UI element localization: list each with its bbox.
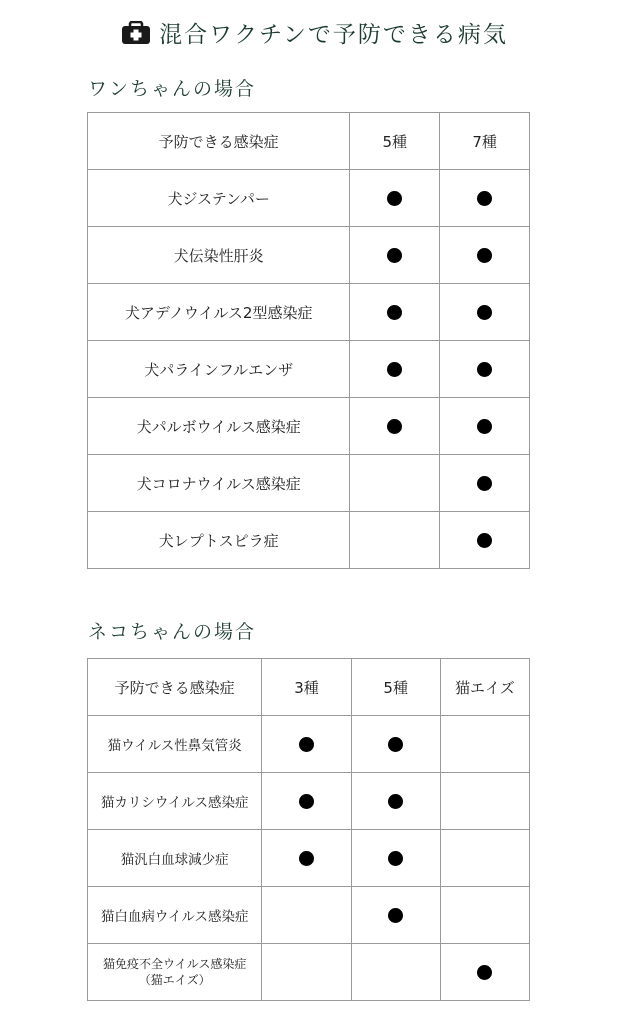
filled-dot-icon [388,737,403,752]
mark-cell [351,887,440,944]
mark-cell [351,773,440,830]
mark-cell [440,398,530,455]
mark-cell [262,716,351,773]
filled-dot-icon [477,362,492,377]
filled-dot-icon [477,305,492,320]
mark-cell [262,830,351,887]
disease-name: 猫白血病ウイルス感染症 [88,887,262,944]
mark-cell [350,398,440,455]
header-cell: 7種 [440,113,530,170]
mark-cell [440,341,530,398]
header-cell: 5種 [351,659,440,716]
filled-dot-icon [299,851,314,866]
dog-vaccine-table [87,112,530,569]
disease-name: 犬レプトスピラ症 [88,512,350,569]
mark-cell [440,773,529,830]
mark-cell [262,944,351,1001]
filled-dot-icon [477,419,492,434]
page-title [0,16,629,49]
mark-cell [262,887,351,944]
table-row [88,341,530,398]
mark-cell [350,170,440,227]
cat-section-heading: ネコちゃんの場合 [88,621,257,643]
header-cell: 3種 [262,659,351,716]
filled-dot-icon [477,533,492,548]
table-row [88,512,530,569]
filled-dot-icon [387,191,402,206]
mark-cell [440,170,530,227]
table-header-row [88,659,530,716]
mark-cell [262,773,351,830]
filled-dot-icon [477,965,492,980]
disease-name: 犬ジステンパー [88,170,350,227]
filled-dot-icon [299,737,314,752]
filled-dot-icon [387,419,402,434]
table-row [88,284,530,341]
table-header-row [88,113,530,170]
header-cell: 猫エイズ [440,659,529,716]
filled-dot-icon [477,248,492,263]
table-row [88,830,530,887]
filled-dot-icon [299,794,314,809]
mark-cell [350,284,440,341]
disease-name: 猫免疫不全ウイルス感染症 （猫エイズ） [88,944,262,1001]
table-row [88,773,530,830]
medical-kit-icon [121,21,151,45]
mark-cell [440,284,530,341]
header-cell: 5種 [350,113,440,170]
mark-cell [440,227,530,284]
mark-cell [350,455,440,512]
disease-name: 犬アデノウイルス2型感染症 [88,284,350,341]
mark-cell [440,455,530,512]
table-row [88,227,530,284]
mark-cell [440,944,529,1001]
filled-dot-icon [388,908,403,923]
page-title-text: 混合ワクチンで予防できる病気 [159,22,508,48]
mark-cell [350,341,440,398]
cat-vaccine-table [87,658,530,1001]
filled-dot-icon [387,362,402,377]
mark-cell [440,830,529,887]
table-row [88,398,530,455]
table-row [88,716,530,773]
mark-cell [350,227,440,284]
filled-dot-icon [388,794,403,809]
mark-cell [351,830,440,887]
filled-dot-icon [387,305,402,320]
filled-dot-icon [477,191,492,206]
filled-dot-icon [387,248,402,263]
table-row [88,455,530,512]
disease-name: 猫カリシウイルス感染症 [88,773,262,830]
disease-name: 猫汎白血球減少症 [88,830,262,887]
table-row [88,944,530,1001]
disease-name: 犬伝染性肝炎 [88,227,350,284]
mark-cell [351,716,440,773]
disease-name: 犬パルボウイルス感染症 [88,398,350,455]
filled-dot-icon [388,851,403,866]
disease-name: 犬コロナウイルス感染症 [88,455,350,512]
table-row [88,170,530,227]
mark-cell [351,944,440,1001]
table-row [88,887,530,944]
disease-name: 犬パラインフルエンザ [88,341,350,398]
dog-section-heading: ワンちゃんの場合 [88,78,257,100]
mark-cell [440,512,530,569]
mark-cell [440,716,529,773]
filled-dot-icon [477,476,492,491]
disease-name: 猫ウイルス性鼻気管炎 [88,716,262,773]
header-cell: 予防できる感染症 [88,659,262,716]
mark-cell [440,887,529,944]
header-cell: 予防できる感染症 [88,113,350,170]
mark-cell [350,512,440,569]
